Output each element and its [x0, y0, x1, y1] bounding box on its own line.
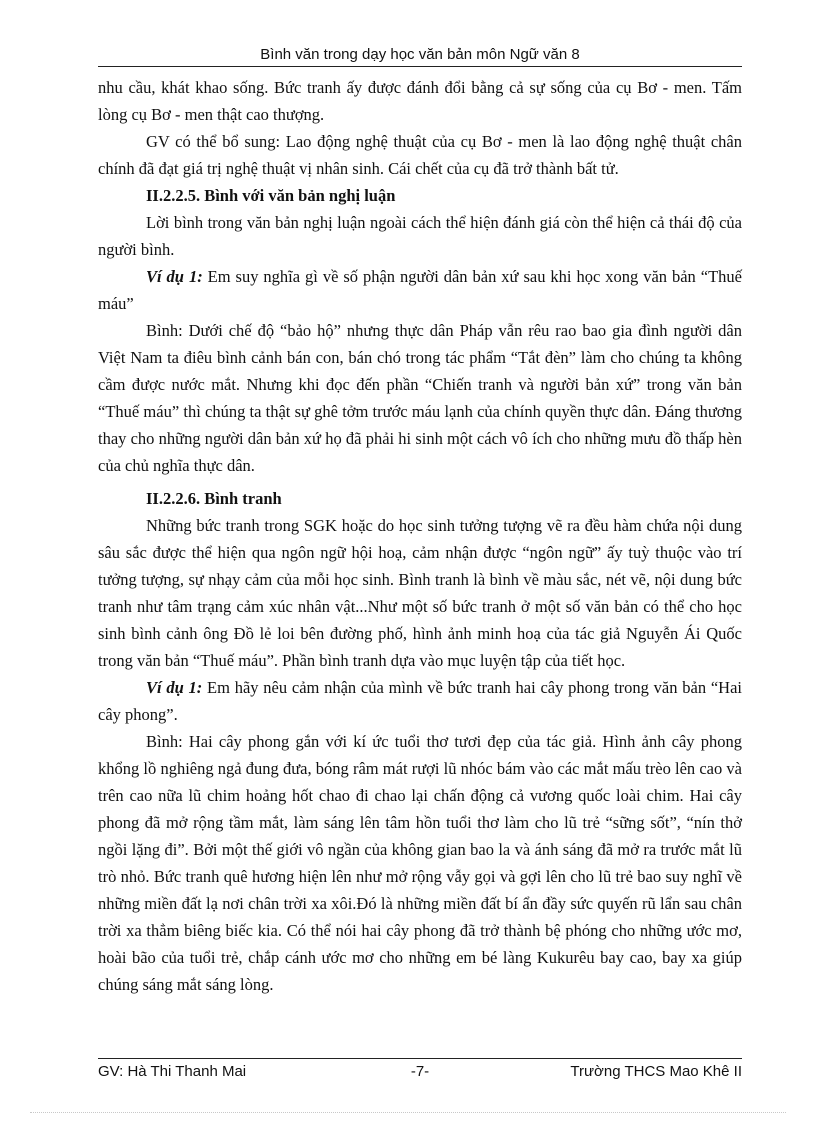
paragraph: Bình: Hai cây phong gắn với kí ức tuổi thơ tươi đẹp của tác giả. Hình ảnh cây phong khổng lồ nghiêng ngả đung đưa, bóng râm mát rượi lũ nhóc bám vào các mắt mấu trèo lên cao và trên cao nữa lũ chim hoảng hốt chao đi chao lại chấn động cả vương quốc loài chim. Hai cây phong đã mở rộng tầm mắt, làm sáng lên tâm hồn tuổi thơ làm cho lũ trẻ “sững sốt”, “nín thở ngồi lặng đi”. Bởi một thế giới vô ngần của không gian bao la và ánh sáng đã mở ra trước mắt lũ trò nhỏ. Bức tranh quê hương hiện lên như mở rộng vẫy gọi và gợi lên cho lũ trẻ bao suy nghĩ về những miền đất lạ nơi chân trời xa xôi.Đó là những miền đất bí ẩn đầy sức quyến rũ lẩn sau chân trời xa thẳm biêng biếc kia. Có thể nói hai cây phong đã trở thành bệ phóng cho những ước mơ, hoài bão của tuổi trẻ, chắp cánh ước mơ cho những em bé làng Kukurêu bay cao, bay xa giúp chúng sáng mắt sáng lòng. — [98, 732, 742, 994]
example-label: Ví dụ 1: — [146, 267, 203, 286]
paragraph — [98, 263, 742, 317]
paragraph — [98, 674, 742, 728]
example-label: Ví dụ 1: — [146, 678, 203, 697]
paragraph-text: Em hãy nêu cảm nhận của mình về bức tranh hai cây phong trong văn bản “Hai cây phong”. — [98, 678, 742, 724]
paragraph: Lời bình trong văn bản nghị luận ngoài cách thể hiện đánh giá còn thể hiện cả thái độ của người bình. — [98, 213, 742, 259]
section-heading: II.2.2.6. Bình tranh — [146, 489, 282, 508]
paragraph-text: Em suy nghĩa gì về số phận người dân bản xứ sau khi học xong văn bản “Thuế máu” — [98, 267, 742, 313]
paragraph: nhu cầu, khát khao sống. Bức tranh ấy được đánh đổi bằng cả sự sống của cụ Bơ - men. Tấm lòng cụ Bơ - men thật cao thượng. — [98, 78, 742, 124]
paragraph: Bình: Dưới chế độ “bảo hộ” nhưng thực dân Pháp vẫn rêu rao bao gia đình người dân Việt Nam ta điêu bình cảnh bán con, bán chó trong tác phẩm “Tắt đèn” làm cho chúng ta không cầm được nước mắt. Nhưng khi đọc đến phần “Chiến tranh và người bản xứ” trong văn bản “Thuế máu” thì chúng ta thật sự ghê tởm trước máu lạnh của chính quyền thực dân. Đáng thương thay cho những người dân bản xứ họ đã phải hi sinh một cách vô ích cho những mưu đồ thấp hèn của chủ nghĩa thực dân. — [98, 321, 742, 475]
footer-author: GV: Hà Thi Thanh Mai — [98, 1063, 247, 1080]
paragraph: GV có thể bổ sung: Lao động nghệ thuật của cụ Bơ - men là lao động nghệ thuật chân chính đã đạt giá trị nghệ thuật vị nhân sinh. Cái chết của cụ đã trở thành bất tử. — [98, 132, 742, 178]
footer-school: Trường THCS Mao Khê II — [570, 1063, 742, 1080]
page-number: -7- — [410, 1063, 430, 1080]
paragraph: Những bức tranh trong SGK hoặc do học sinh tưởng tượng vẽ ra đều hàm chứa nội dung sâu sắc được thể hiện qua ngôn ngữ hội hoạ, cảm nhận được “ngôn ngữ” ấy tuỳ thuộc vào trí tưởng tượng, sự nhạy cảm của mỗi học sinh. Bình tranh là bình về màu sắc, nét vẽ, nội dung bức tranh như tâm trạng cảm xúc nhân vật...Như một số bức tranh ở một số văn bản có thể cho học sinh bình cảnh ông Đồ lẻ loi bên đường phố, hình ảnh minh hoạ của tác giả Nguyễn Ái Quốc trong văn bản “Thuế máu”. Phần bình tranh dựa vào mục luyện tập của tiết học. — [98, 516, 742, 670]
page-bottom-divider — [30, 1112, 786, 1113]
section-heading: II.2.2.5. Bình với văn bản nghị luận — [146, 186, 396, 205]
page-header: Bình văn trong dạy học văn bản môn Ngữ văn 8 — [98, 44, 742, 67]
document-body — [98, 74, 742, 998]
page-footer — [98, 1058, 742, 1085]
